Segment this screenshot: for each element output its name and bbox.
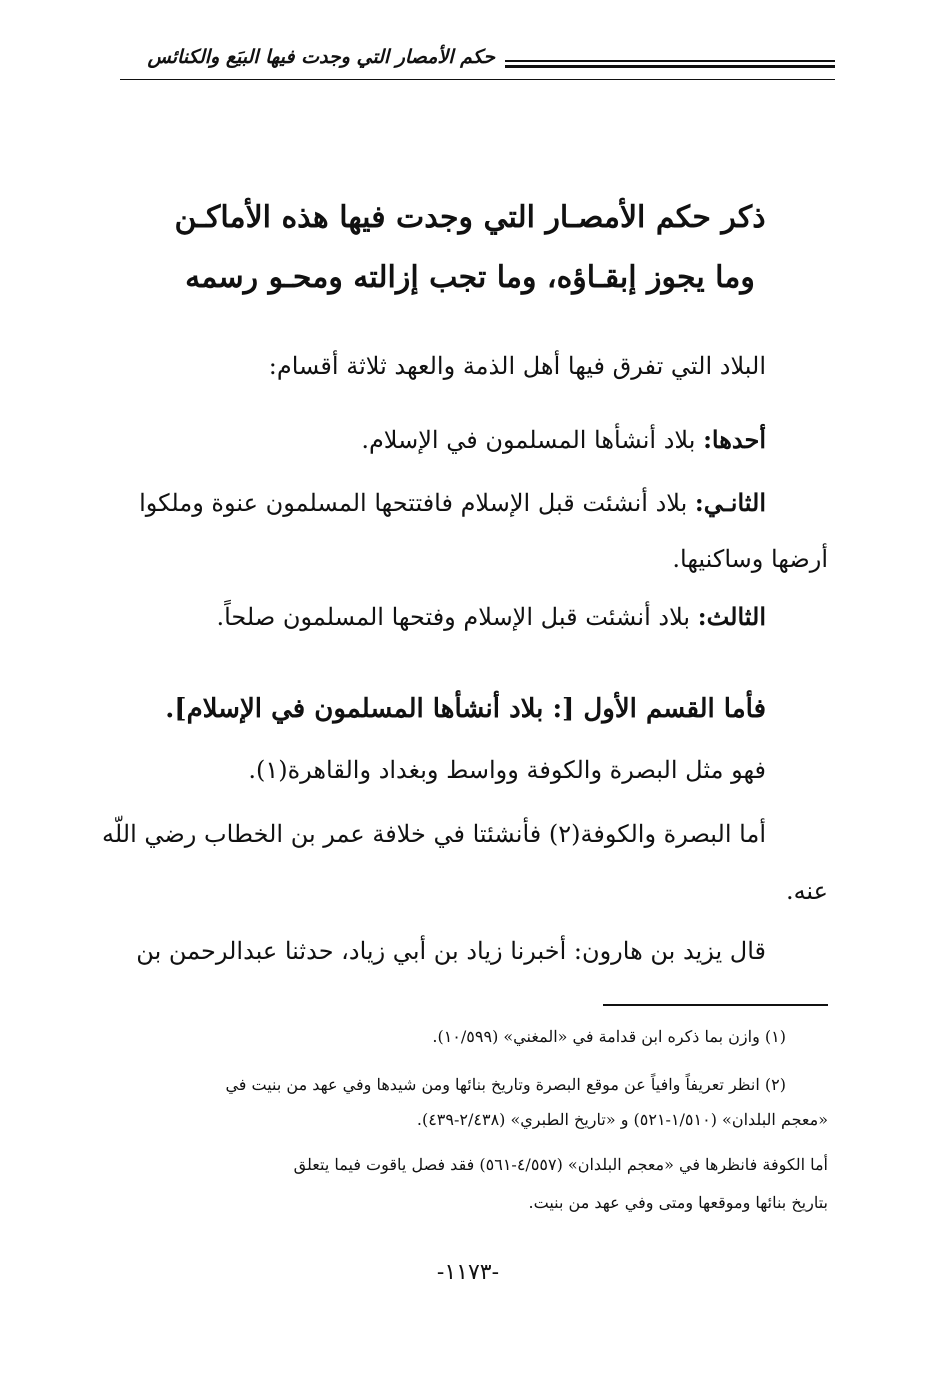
chapter-heading [130,188,810,308]
category-second [139,488,766,517]
footnote-2-kufa: أما الكوفة فانظرها في «معجم البلدان» (٤/٥٥٧-٥٦١) فقد فصل ياقوت فيما يتعلق [293,1155,828,1174]
footnote-2-continued: «معجم البلدان» (١/٥١٠-٥٢١) و «تاريخ الطبري» (٢/٤٣٨-٤٣٩). [416,1110,828,1129]
footnote-2: (٢) انظر تعريفاً وافياً عن موقع البصرة وتاريخ بنائها ومن شيدها وفي عهد من بنيت في [225,1075,786,1094]
category-third-lead: الثالث: [697,602,766,631]
category-first-lead: أحدها: [703,425,766,454]
category-third-text: بلاد أنشئت قبل الإسلام وفتحها المسلمون صلحاً. [216,603,691,631]
running-header-title: حكم الأمصار التي وجدت فيها البيَع والكنائس [147,46,495,68]
paragraph-2-continued: عنه. [785,877,828,905]
footnote-separator [603,1004,828,1006]
category-third [216,602,766,631]
footnote-1: (١) وازن بما ذكره ابن قدامة في «المغني» (١٠/٥٩٩). [432,1027,786,1046]
category-first-text: بلاد أنشأها المسلمون في الإسلام. [361,426,696,454]
header-rule [505,65,835,68]
category-second-text: بلاد أنشئت قبل الإسلام فافتتحها المسلمون عنوة وملكوا [139,489,688,517]
section-title: فأما القسم الأول [: بلاد أنشأها المسلمون في الإسلام]. [165,694,766,724]
footnote-2-kufa-continued: بتاريخ بنائها وموقعها ومتى وفي عهد من بنيت. [528,1193,828,1212]
category-first [361,425,766,454]
paragraph-1: فهو مثل البصرة والكوفة وواسط وبغداد والقاهرة(١). [248,756,766,784]
page-number: -١١٧٣- [436,1260,500,1285]
header-bottom-rule [120,79,835,80]
intro-paragraph: البلاد التي تفرق فيها أهل الذمة والعهد ثلاثة أقسام: [268,352,766,380]
header-rule [505,60,835,62]
chapter-heading-line1: ذكر حكم الأمصـار التي وجدت فيها هذه الأماكـن [174,200,766,235]
paragraph-2: أما البصرة والكوفة(٢) فأنشئتا في خلافة عمر بن الخطاب رضي اللّه [101,820,766,848]
header-rules [505,60,835,71]
category-second-continued: أرضها وساكنيها. [672,545,828,573]
category-second-lead: الثانـي: [694,488,766,517]
chapter-heading-line2: وما يجوز إبقـاؤه، وما تجب إزالته ومحـو رسمه [185,260,755,295]
paragraph-3: قال يزيد بن هارون: أخبرنا زياد بن أبي زياد، حدثنا عبدالرحمن بن [136,937,766,965]
running-header [120,46,835,86]
